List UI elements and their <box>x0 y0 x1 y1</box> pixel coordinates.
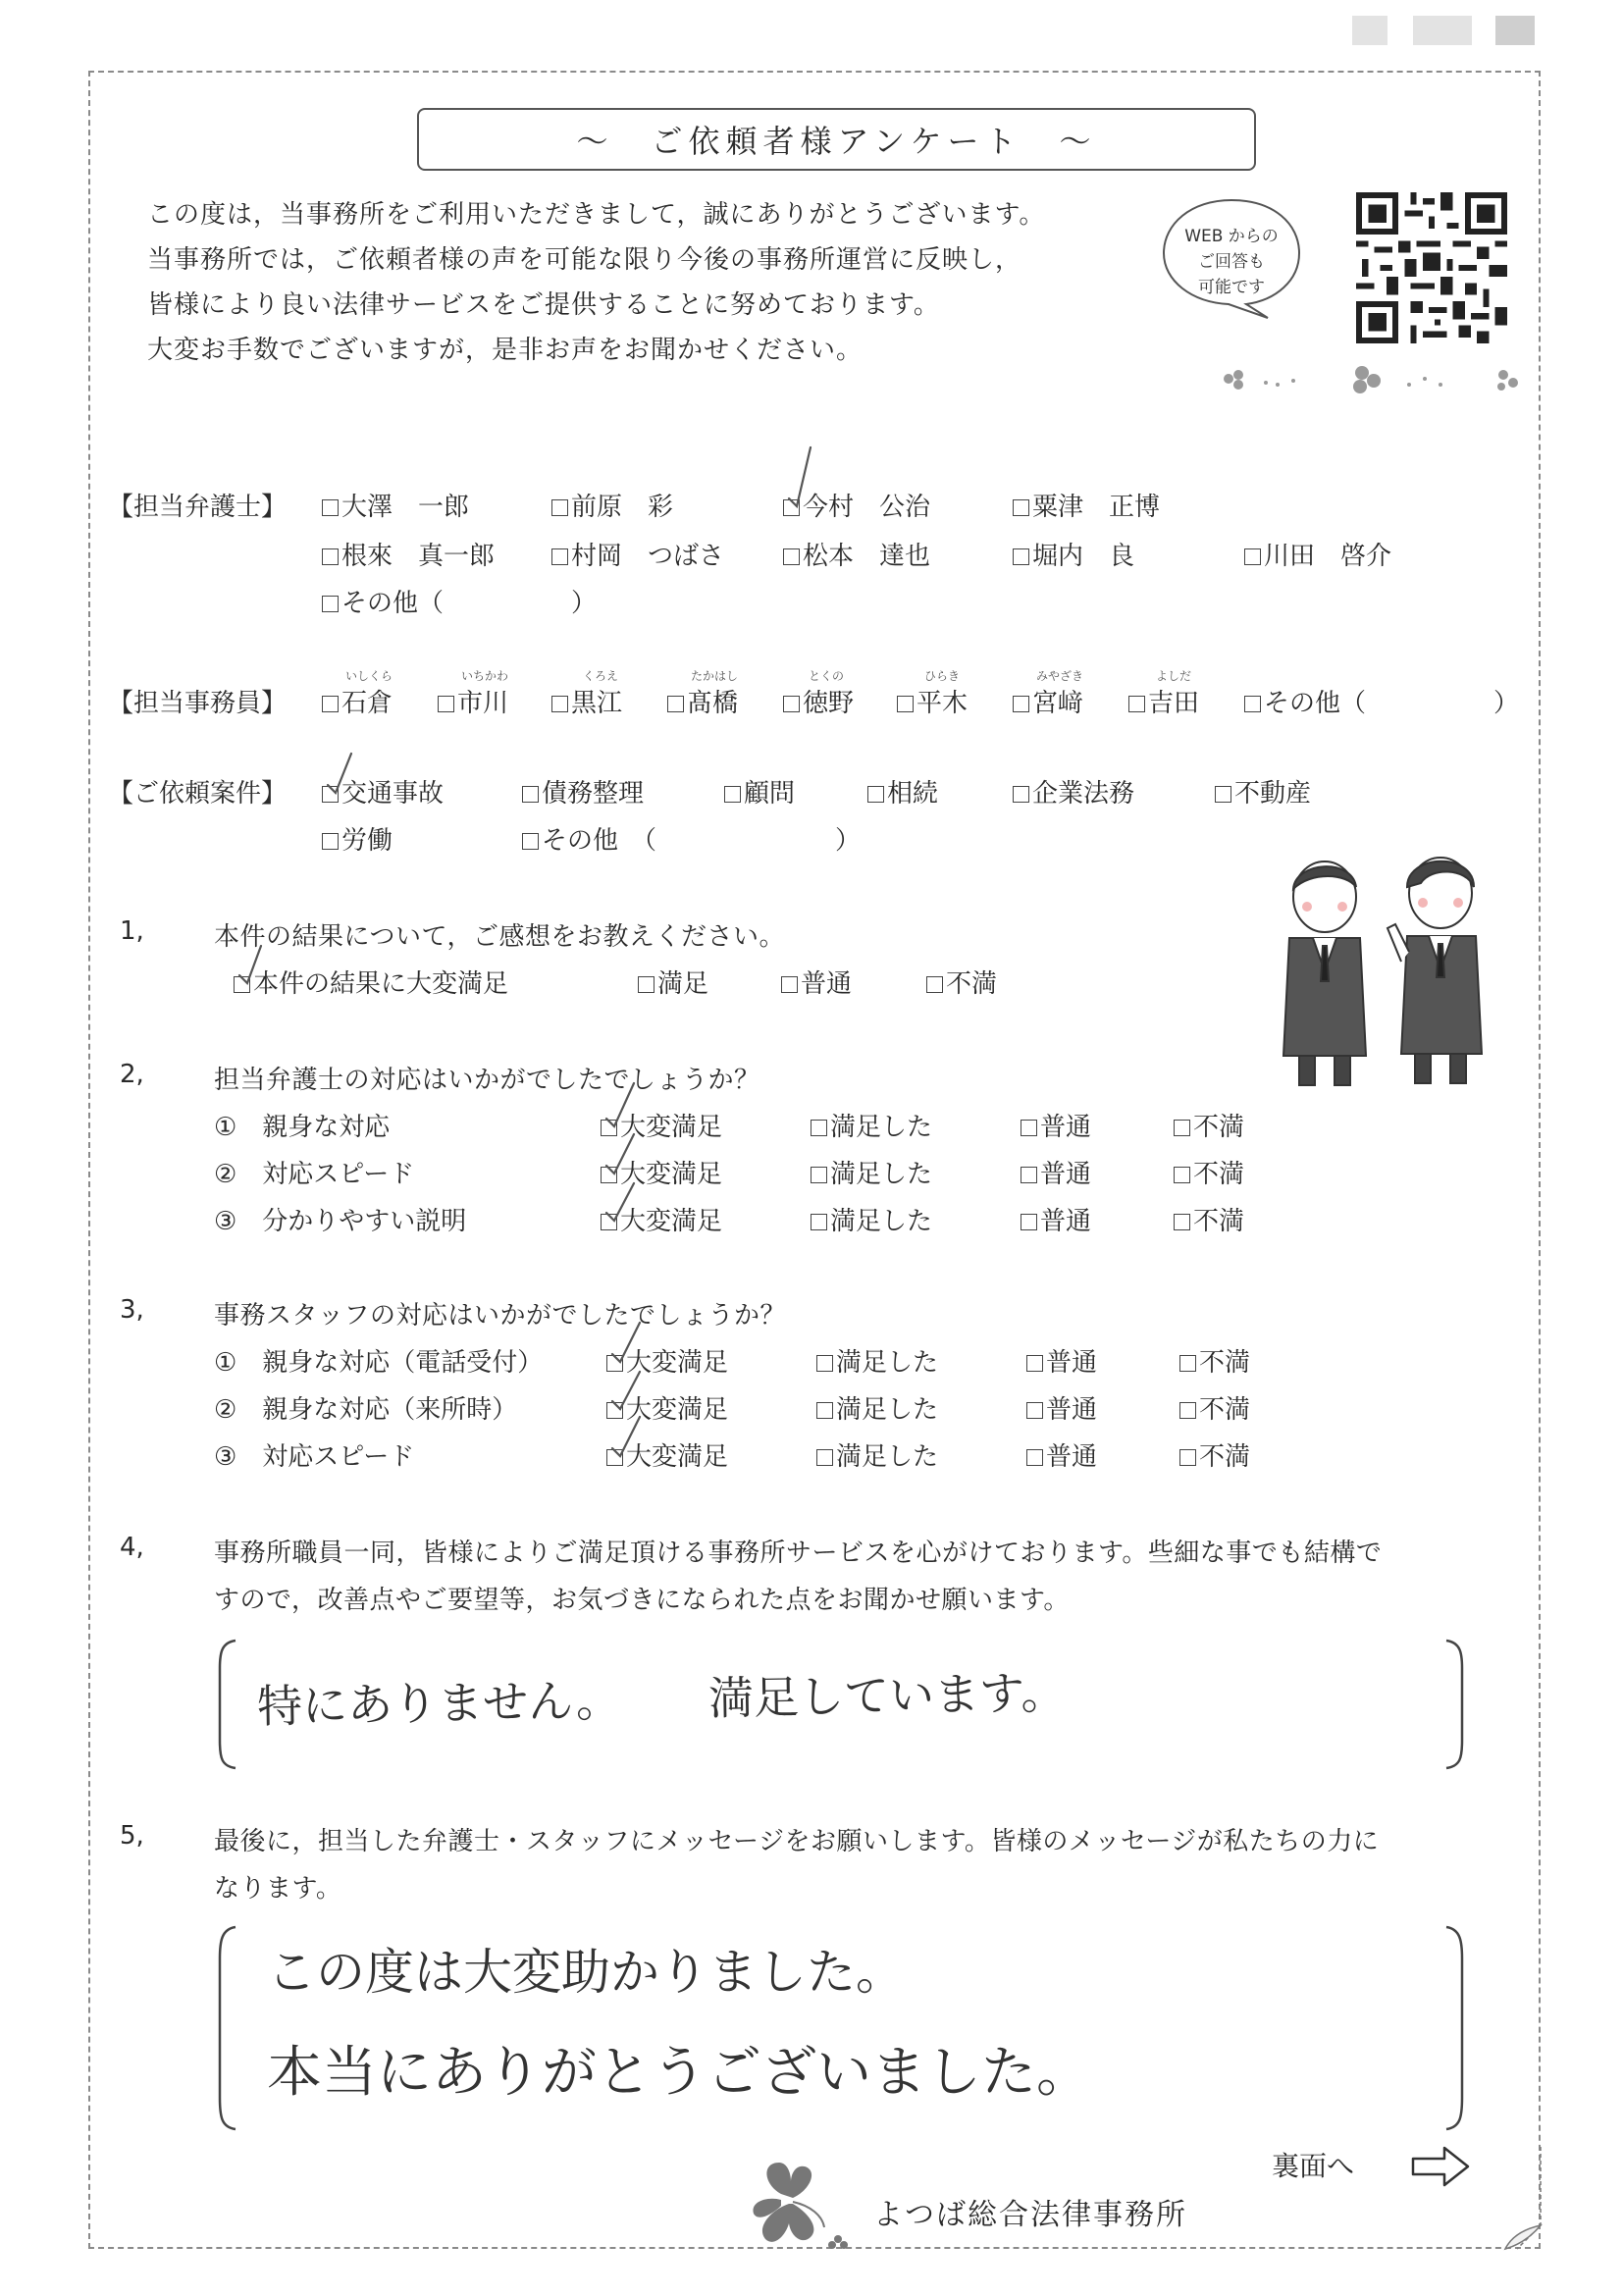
lawyer-option-other[interactable]: その他（ ） <box>322 583 597 619</box>
staff-option[interactable]: 宮﨑 <box>1013 683 1083 719</box>
answer-bracket-left <box>216 1639 239 1770</box>
q3-option[interactable]: 普通 <box>1026 1436 1097 1473</box>
q2-option-checked[interactable]: 大変満足 <box>601 1107 722 1143</box>
q2-option[interactable]: 不満 <box>1174 1154 1244 1190</box>
intro-line: この度は，当事務所をご利用いただきまして，誠にありがとうございます。 <box>147 200 1046 230</box>
staff-option-other[interactable]: その他（ ） <box>1244 683 1519 719</box>
intro-line: 大変お手数でございますが，是非お声をお聞かせください。 <box>147 336 864 365</box>
case-option[interactable]: 相続 <box>867 773 938 809</box>
office-name: よつば総合法律事務所 <box>873 2198 1187 2232</box>
q3-item: ① 親身な対応（電話受付） <box>214 1348 544 1378</box>
staff-ruby: くろえ <box>583 669 619 683</box>
case-option[interactable]: 債務整理 <box>522 773 644 809</box>
q3-item: ③ 対応スピード <box>214 1442 415 1472</box>
q3-option[interactable]: 満足した <box>816 1342 938 1379</box>
answer-bracket-right <box>1442 1639 1466 1770</box>
q1-option-checked[interactable]: 本件の結果に大変満足 <box>234 964 508 1000</box>
check-mark-icon <box>612 1417 640 1456</box>
answer-bracket-right <box>1442 1925 1466 2131</box>
check-mark-icon <box>606 1183 634 1221</box>
question-4-text-line: 事務所職員一同，皆様によりご満足頂ける事務所サービスを心がけております。些細な事でも結構で <box>214 1539 1383 1568</box>
q3-option[interactable]: 不満 <box>1179 1342 1250 1379</box>
case-option[interactable]: 企業法務 <box>1013 773 1134 809</box>
lawyer-option[interactable]: 大澤 一郎 <box>322 487 469 523</box>
staff-ruby: いちかわ <box>461 669 509 683</box>
q1-option[interactable]: 満足 <box>638 964 708 1000</box>
q2-option[interactable]: 不満 <box>1174 1107 1244 1143</box>
lawyer-option[interactable]: 堀内 良 <box>1013 536 1134 572</box>
question-1-text: 本件の結果について，ご感想をお教えください。 <box>214 922 785 952</box>
lawyer-option[interactable]: 粟津 正博 <box>1013 487 1160 523</box>
check-mark-icon <box>612 1323 640 1362</box>
q3-option[interactable]: 普通 <box>1026 1389 1097 1426</box>
q3-option[interactable]: 不満 <box>1179 1389 1250 1426</box>
lawyers-label: 【担当弁護士】 <box>108 493 288 522</box>
q2-option-checked[interactable]: 大変満足 <box>601 1154 722 1190</box>
q2-option[interactable]: 普通 <box>1021 1201 1091 1237</box>
q5-answer-line[interactable]: この度は大変助かりました。 <box>267 1944 905 2001</box>
q2-option-checked[interactable]: 大変満足 <box>601 1201 722 1237</box>
staff-option[interactable]: 石倉 <box>322 683 393 719</box>
clover-logo-icon <box>742 2155 860 2253</box>
q3-option[interactable]: 不満 <box>1179 1436 1250 1473</box>
q3-option[interactable]: 満足した <box>816 1389 938 1426</box>
intro-line: 皆様により良い法律サービスをご提供することに努めております。 <box>147 290 940 320</box>
lawyer-option[interactable]: 根來 真一郎 <box>322 536 495 572</box>
check-mark-icon <box>239 946 261 983</box>
staff-ruby: とくの <box>809 669 845 683</box>
question-number: 5, <box>120 1821 144 1851</box>
q4-answer-part: 満足しています。 <box>707 1665 1067 1726</box>
q2-item: ③ 分かりやすい説明 <box>214 1207 467 1236</box>
question-2-text: 担当弁護士の対応はいかがでしたでしょうか？ <box>214 1066 760 1095</box>
q2-option[interactable]: 満足した <box>811 1154 932 1190</box>
q2-item: ① 親身な対応 <box>214 1113 391 1142</box>
q2-item: ② 対応スピード <box>214 1160 415 1189</box>
q4-answer-part: 特にありません。 <box>256 1673 622 1734</box>
staff-ruby: みやざき <box>1036 669 1084 683</box>
staff-option[interactable]: 平木 <box>897 683 968 719</box>
lawyer-option[interactable]: 川田 啓介 <box>1244 536 1391 572</box>
staff-ruby: ひらき <box>924 669 961 683</box>
staff-ruby: いしくら <box>345 669 393 683</box>
question-3-text: 事務スタッフの対応はいかがでしたでしょうか？ <box>214 1301 787 1331</box>
q2-option[interactable]: 満足した <box>811 1201 932 1237</box>
question-number: 4, <box>120 1533 144 1562</box>
case-option-checked[interactable]: 交通事故 <box>322 773 444 809</box>
lawyer-option-checked[interactable]: 今村 公治 <box>783 487 930 523</box>
case-option[interactable]: 不動産 <box>1215 773 1311 809</box>
check-mark-icon <box>606 1083 634 1126</box>
question-number: 3, <box>120 1295 144 1325</box>
check-mark-icon <box>789 447 811 506</box>
question-5-text-line: 最後に，担当した弁護士・スタッフにメッセージをお願いします。皆様のメッセージが私たちの力に <box>214 1827 1380 1856</box>
lawyer-option[interactable]: 村岡 つばさ <box>551 536 724 572</box>
question-number: 1, <box>120 916 144 946</box>
answer-bracket-left <box>216 1925 239 2131</box>
case-option[interactable]: 労働 <box>322 820 393 857</box>
check-mark-icon <box>606 1134 634 1174</box>
q1-option[interactable]: 不満 <box>926 964 997 1000</box>
case-option[interactable]: 顧問 <box>724 773 795 809</box>
next-page-label: 裏面へ <box>1272 2150 1355 2182</box>
staff-option[interactable]: 徳野 <box>783 683 854 719</box>
intro-line: 当事務所では，ご依頼者様の声を可能な限り今後の事務所運営に反映し， <box>147 245 1022 275</box>
q2-option[interactable]: 普通 <box>1021 1107 1091 1143</box>
q3-option-checked[interactable]: 大変満足 <box>606 1389 728 1426</box>
lawyer-option[interactable]: 松本 達也 <box>783 536 930 572</box>
q3-option-checked[interactable]: 大変満足 <box>606 1436 728 1473</box>
q3-item: ② 親身な対応（来所時） <box>214 1395 518 1425</box>
q2-option[interactable]: 普通 <box>1021 1154 1091 1190</box>
staff-label: 【担当事務員】 <box>108 689 288 718</box>
staff-option[interactable]: 市川 <box>438 683 508 719</box>
check-mark-icon <box>328 754 351 793</box>
bubble-line: 可能です <box>1198 278 1265 297</box>
q3-option[interactable]: 普通 <box>1026 1342 1097 1379</box>
staff-option[interactable]: 吉田 <box>1128 683 1199 719</box>
page-curl-icon <box>1462 2147 1543 2251</box>
bubble-line: ご回答も <box>1198 252 1265 272</box>
staff-option[interactable]: 黒江 <box>551 683 622 719</box>
question-number: 2, <box>120 1060 144 1089</box>
question-4-text-line: すので，改善点やご要望等，お気づきになられた点をお聞かせ願います。 <box>214 1586 1070 1615</box>
staff-ruby: たかはし <box>691 669 739 683</box>
question-5-text-line: なります。 <box>214 1874 342 1904</box>
survey-title: ～ ご依頼者様アンケート ～ <box>417 108 1256 171</box>
q1-option[interactable]: 普通 <box>781 964 852 1000</box>
case-type-label: 【ご依頼案件】 <box>108 779 288 809</box>
q2-option[interactable]: 満足した <box>811 1107 932 1143</box>
staff-ruby: よしだ <box>1156 669 1192 683</box>
lawyer-option[interactable]: 前原 彩 <box>551 487 673 523</box>
q3-option-checked[interactable]: 大変満足 <box>606 1342 728 1379</box>
q5-answer-line[interactable]: 本当にありがとうございました。 <box>267 2041 1091 2105</box>
staff-option[interactable]: 髙橋 <box>667 683 738 719</box>
check-mark-icon <box>612 1372 640 1409</box>
q2-option[interactable]: 不満 <box>1174 1201 1244 1237</box>
case-option-other[interactable]: その他 （ ） <box>522 820 861 857</box>
q3-option[interactable]: 満足した <box>816 1436 938 1473</box>
bubble-line: WEB からの <box>1184 227 1279 246</box>
